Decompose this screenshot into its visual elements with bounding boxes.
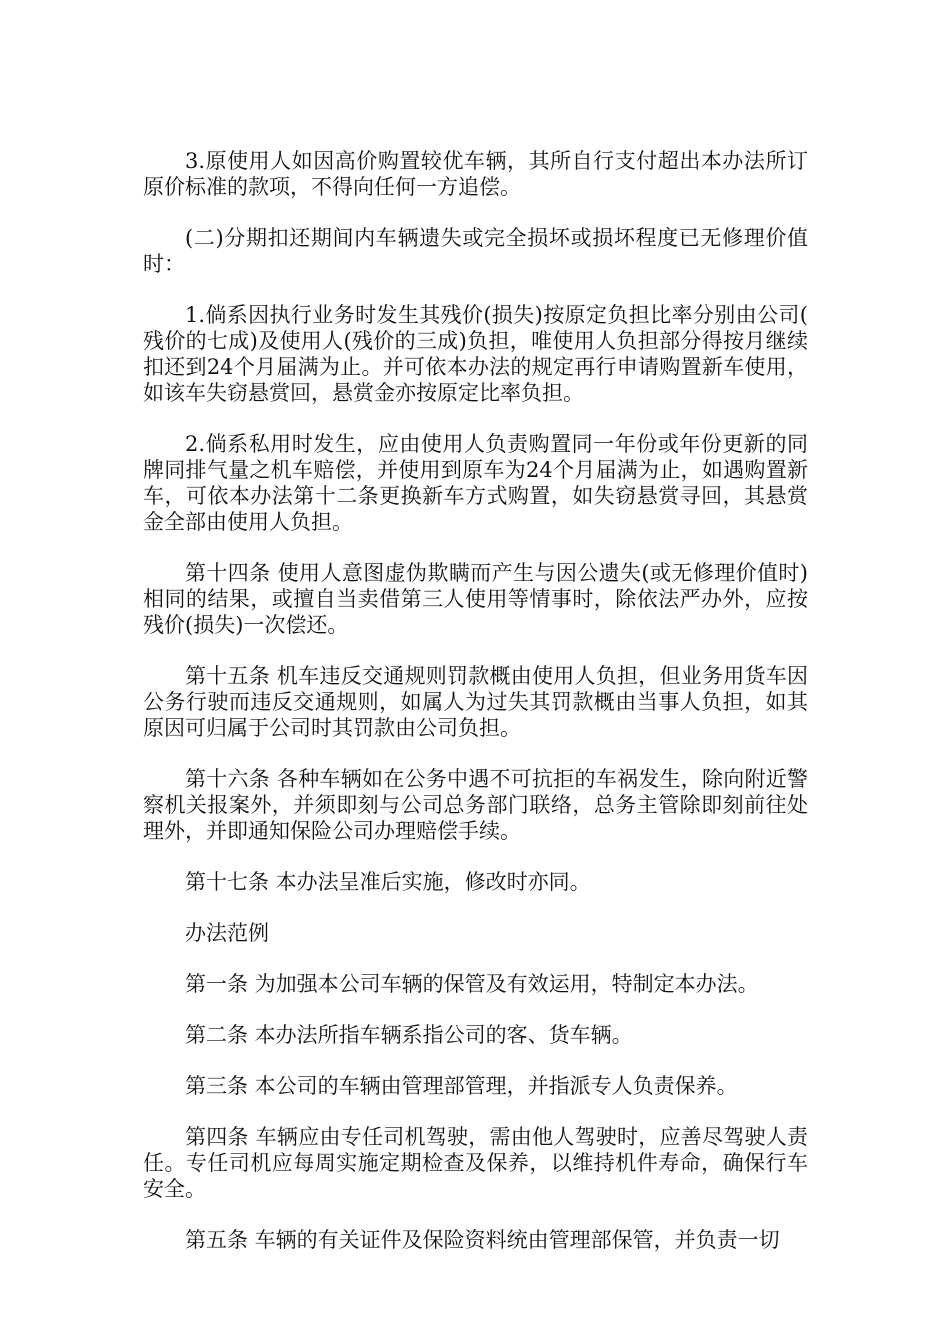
paragraph-item-2-private-loss: 2.倘系私用时发生，应由使用人负责购置同一年份或年份更新的同牌同排气量之机车赔偿，并使用到原车为24个月届满为止，如遇购置新车，可依本办法第十二条更换新车方式购置，如失窃悬赏寻回，其悬赏金全部由使用人负担。 <box>143 432 808 534</box>
paragraph-example-article-4: 第四条 车辆应由专任司机驾驶，需由他人驾驶时，应善尽驾驶人责任。专任司机应每周实施定期检查及保养，以维持机件寿命，确保行车安全。 <box>143 1125 808 1201</box>
paragraph-example-article-2: 第二条 本办法所指车辆系指公司的客、货车辆。 <box>185 1023 633 1047</box>
paragraph-example-article-1: 第一条 为加强本公司车辆的保管及有效运用，特制定本办法。 <box>185 972 759 996</box>
paragraph-article-15: 第十五条 机车违反交通规则罚款概由使用人负担，但业务用货车因公务行驶而违反交通规则，如属人为过失其罚款概由当事人负担，如其原因可归属于公司时其罚款由公司负担。 <box>143 664 808 740</box>
document-body <box>143 148 808 1278</box>
paragraph-section-2-loss: (二)分期扣还期间内车辆遗失或完全损坏或损坏程度已无修理价值时： <box>143 226 808 276</box>
paragraph-example-article-5: 第五条 车辆的有关证件及保险资料统由管理部保管，并负责一切 <box>185 1228 780 1252</box>
paragraph-item-1-business-loss: 1.倘系因执行业务时发生其残价(损失)按原定负担比率分别由公司(残价的七成)及使用人(残价的三成)负担，唯使用人负担部分得按月继续扣还到24个月届满为止。并可依本办法的规定再行申请购置新车使用，如该车失窃悬赏回，悬赏金亦按原定比率负担。 <box>143 303 808 405</box>
paragraph-item-3-repurchase: 3.原使用人如因高价购置较优车辆，其所自行支付超出本办法所订原价标准的款项，不得向任何一方追偿。 <box>143 149 808 199</box>
section-heading-example: 办法范例 <box>185 921 269 945</box>
paragraph-example-article-3: 第三条 本公司的车辆由管理部管理，并指派专人负责保养。 <box>185 1074 738 1098</box>
paragraph-article-17: 第十七条 本办法呈准后实施，修改时亦同。 <box>185 870 591 894</box>
paragraph-article-14: 第十四条 使用人意图虚伪欺瞒而产生与因公遗失(或无修理价值时)相同的结果，或擅自当卖借第三人使用等情事时，除依法严办外，应按残价(损失)一次偿还。 <box>143 561 808 637</box>
paragraph-article-16: 第十六条 各种车辆如在公务中遇不可抗拒的车祸发生，除向附近警察机关报案外，并须即刻与公司总务部门联络，总务主管除即刻前往处理外，并即通知保险公司办理赔偿手续。 <box>143 767 808 843</box>
